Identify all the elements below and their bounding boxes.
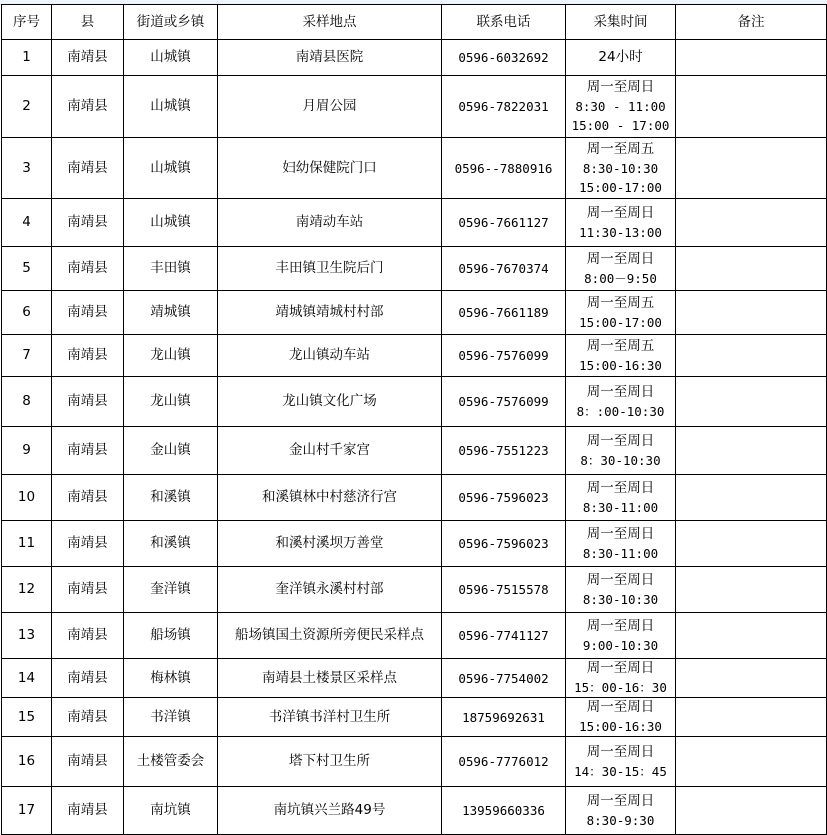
collection-time-cell	[566, 138, 676, 199]
header-county: 县	[52, 5, 124, 40]
time-line: 8:30-9:30	[586, 812, 655, 828]
header-town: 街道或乡镇	[124, 5, 218, 40]
time-line: 周一至周五	[586, 294, 655, 311]
county-cell: 南靖县	[52, 291, 124, 335]
town-cell: 山城镇	[124, 76, 218, 138]
note-cell	[676, 377, 827, 427]
collection-time-cell	[566, 427, 676, 475]
note-cell	[676, 567, 827, 613]
town-cell: 和溪镇	[124, 475, 218, 521]
row-number-cell: 8	[2, 377, 52, 427]
collection-time-cell	[566, 247, 676, 291]
time-line: 15:00-16:30	[579, 357, 662, 373]
note-cell	[676, 737, 827, 787]
time-line: 8:30-11:00	[582, 545, 659, 561]
town-cell: 奎洋镇	[124, 567, 218, 613]
collection-time-cell	[566, 737, 676, 787]
header-row	[2, 5, 827, 40]
row-number-cell: 3	[2, 138, 52, 199]
site-cell: 丰田镇卫生院后门	[218, 247, 442, 291]
table-row	[2, 521, 827, 567]
site-cell: 南坑镇兴兰路49号	[218, 787, 442, 835]
time-line: 周一至周五	[586, 140, 655, 157]
phone-cell: 0596-7661189	[442, 291, 566, 335]
time-line: 8:30 - 11:00	[575, 99, 666, 114]
phone-cell: 0596-7670374	[442, 247, 566, 291]
time-line: 8:30-11:00	[582, 499, 659, 515]
table-row	[2, 40, 827, 76]
collection-time-cell	[566, 475, 676, 521]
collection-time-cell	[566, 76, 676, 138]
time-line: 24小时	[598, 49, 643, 65]
town-cell: 龙山镇	[124, 377, 218, 427]
phone-cell: 18759692631	[442, 698, 566, 737]
site-cell: 和溪村溪坝万善堂	[218, 521, 442, 567]
county-cell: 南靖县	[52, 335, 124, 377]
row-number-cell: 5	[2, 247, 52, 291]
collection-time-cell	[566, 787, 676, 835]
row-number-cell: 4	[2, 199, 52, 247]
county-cell: 南靖县	[52, 613, 124, 659]
time-line: 周一至周日	[586, 79, 655, 95]
time-line: 9:00-10:30	[582, 637, 659, 653]
site-cell: 妇幼保健院门口	[218, 138, 442, 199]
phone-cell: 0596-7515578	[442, 567, 566, 613]
collection-time-cell	[566, 40, 676, 76]
county-cell: 南靖县	[52, 567, 124, 613]
note-cell	[676, 40, 827, 76]
county-cell: 南靖县	[52, 787, 124, 835]
note-cell	[676, 199, 827, 247]
time-line: 周一至周日	[586, 660, 655, 676]
phone-cell: 0596-7596023	[442, 521, 566, 567]
row-number-cell: 10	[2, 475, 52, 521]
table-row	[2, 613, 827, 659]
time-line: 11:30-13:00	[579, 224, 662, 240]
table-row	[2, 335, 827, 377]
town-cell: 龙山镇	[124, 335, 218, 377]
row-number-cell: 6	[2, 291, 52, 335]
time-line: 15:00-16:30	[579, 719, 662, 734]
table-row	[2, 475, 827, 521]
note-cell	[676, 427, 827, 475]
row-number-cell: 17	[2, 787, 52, 835]
time-line: 周一至周日	[586, 432, 655, 449]
site-cell: 龙山镇文化广场	[218, 377, 442, 427]
time-line: 周一至周日	[586, 743, 655, 760]
town-cell: 丰田镇	[124, 247, 218, 291]
note-cell	[676, 521, 827, 567]
phone-cell: 0596-7661127	[442, 199, 566, 247]
time-line: 15:00 - 17:00	[571, 118, 670, 133]
table-row	[2, 138, 827, 199]
site-cell: 月眉公园	[218, 76, 442, 138]
site-cell: 和溪镇林中村慈济行宫	[218, 475, 442, 521]
site-cell: 龙山镇动车站	[218, 335, 442, 377]
note-cell	[676, 613, 827, 659]
phone-cell: 0596-7576099	[442, 377, 566, 427]
time-line: 周一至周五	[586, 337, 655, 354]
town-cell: 山城镇	[124, 199, 218, 247]
sampling-sites-table	[1, 4, 827, 835]
town-cell: 书洋镇	[124, 698, 218, 737]
collection-time-cell	[566, 377, 676, 427]
site-cell: 靖城镇靖城村村部	[218, 291, 442, 335]
phone-cell: 13959660336	[442, 787, 566, 835]
time-line: 8：:00-10:30	[576, 403, 665, 419]
time-line: 8:00－9:50	[584, 270, 657, 286]
town-cell: 山城镇	[124, 40, 218, 76]
time-line: 周一至周日	[586, 204, 655, 221]
site-cell: 船场镇国土资源所旁便民采样点	[218, 613, 442, 659]
row-number-cell: 9	[2, 427, 52, 475]
phone-cell: 0596-7822031	[442, 76, 566, 138]
town-cell: 南坑镇	[124, 787, 218, 835]
town-cell: 船场镇	[124, 613, 218, 659]
town-cell: 金山镇	[124, 427, 218, 475]
time-line: 周一至周日	[586, 383, 655, 400]
site-cell: 南靖动车站	[218, 199, 442, 247]
table-row	[2, 76, 827, 138]
collection-time-cell	[566, 567, 676, 613]
county-cell: 南靖县	[52, 76, 124, 138]
row-number-cell: 2	[2, 76, 52, 138]
phone-cell: 0596-7576099	[442, 335, 566, 377]
header-no: 序号	[2, 5, 52, 40]
site-cell: 塔下村卫生所	[218, 737, 442, 787]
phone-cell: 0596-7741127	[442, 613, 566, 659]
note-cell	[676, 475, 827, 521]
time-line: 周一至周日	[586, 617, 655, 634]
phone-cell: 0596-7596023	[442, 475, 566, 521]
header-phone: 联系电话	[442, 5, 566, 40]
row-number-cell: 14	[2, 659, 52, 698]
phone-cell: 0596-7551223	[442, 427, 566, 475]
county-cell: 南靖县	[52, 427, 124, 475]
county-cell: 南靖县	[52, 659, 124, 698]
note-cell	[676, 138, 827, 199]
row-number-cell: 15	[2, 698, 52, 737]
site-cell: 奎洋镇永溪村村部	[218, 567, 442, 613]
collection-time-cell	[566, 613, 676, 659]
phone-cell: 0596-7754002	[442, 659, 566, 698]
collection-time-cell	[566, 291, 676, 335]
time-line: 周一至周日	[586, 250, 655, 267]
header-time: 采集时间	[566, 5, 676, 40]
site-cell: 南靖县医院	[218, 40, 442, 76]
table-row	[2, 567, 827, 613]
time-line: 周一至周日	[586, 479, 655, 496]
collection-time-cell	[566, 199, 676, 247]
note-cell	[676, 659, 827, 698]
collection-time-cell	[566, 698, 676, 737]
time-line: 周一至周日	[586, 571, 655, 588]
phone-cell: 0596-7776012	[442, 737, 566, 787]
town-cell: 靖城镇	[124, 291, 218, 335]
table-row	[2, 247, 827, 291]
row-number-cell: 13	[2, 613, 52, 659]
note-cell	[676, 76, 827, 138]
note-cell	[676, 247, 827, 291]
note-cell	[676, 698, 827, 737]
county-cell: 南靖县	[52, 138, 124, 199]
site-cell: 书洋镇书洋村卫生所	[218, 698, 442, 737]
town-cell: 和溪镇	[124, 521, 218, 567]
collection-time-cell	[566, 659, 676, 698]
collection-time-cell	[566, 335, 676, 377]
time-line: 周一至周日	[586, 525, 655, 542]
header-site: 采样地点	[218, 5, 442, 40]
county-cell: 南靖县	[52, 377, 124, 427]
time-line: 14：30-15：45	[574, 763, 667, 779]
note-cell	[676, 291, 827, 335]
row-number-cell: 11	[2, 521, 52, 567]
town-cell: 土楼管委会	[124, 737, 218, 787]
table-row	[2, 291, 827, 335]
county-cell: 南靖县	[52, 247, 124, 291]
header-note: 备注	[676, 5, 827, 40]
row-number-cell: 1	[2, 40, 52, 76]
town-cell: 山城镇	[124, 138, 218, 199]
table-row	[2, 787, 827, 835]
town-cell: 梅林镇	[124, 659, 218, 698]
time-line: 15:00-17:00	[579, 314, 662, 330]
table-row	[2, 698, 827, 737]
site-cell: 南靖县土楼景区采样点	[218, 659, 442, 698]
time-line: 周一至周日	[586, 699, 655, 715]
county-cell: 南靖县	[52, 698, 124, 737]
county-cell: 南靖县	[52, 40, 124, 76]
phone-cell: 0596--7880916	[442, 138, 566, 199]
table-row	[2, 199, 827, 247]
table-row	[2, 737, 827, 787]
row-number-cell: 12	[2, 567, 52, 613]
time-line: 8：30-10:30	[580, 452, 661, 468]
table-row	[2, 377, 827, 427]
phone-cell: 0596-6032692	[442, 40, 566, 76]
note-cell	[676, 335, 827, 377]
collection-time-cell	[566, 521, 676, 567]
county-cell: 南靖县	[52, 475, 124, 521]
row-number-cell: 7	[2, 335, 52, 377]
note-cell	[676, 787, 827, 835]
time-line: 8:30-10:30	[582, 591, 659, 607]
county-cell: 南靖县	[52, 521, 124, 567]
row-number-cell: 16	[2, 737, 52, 787]
time-line: 8:30-10:30	[582, 160, 659, 176]
time-line: 周一至周日	[586, 792, 655, 809]
county-cell: 南靖县	[52, 199, 124, 247]
site-cell: 金山村千家宫	[218, 427, 442, 475]
time-line: 15:00-17:00	[579, 179, 662, 195]
county-cell: 南靖县	[52, 737, 124, 787]
table-row	[2, 659, 827, 698]
table-row	[2, 427, 827, 475]
time-line: 15：00-16：30	[574, 680, 667, 695]
